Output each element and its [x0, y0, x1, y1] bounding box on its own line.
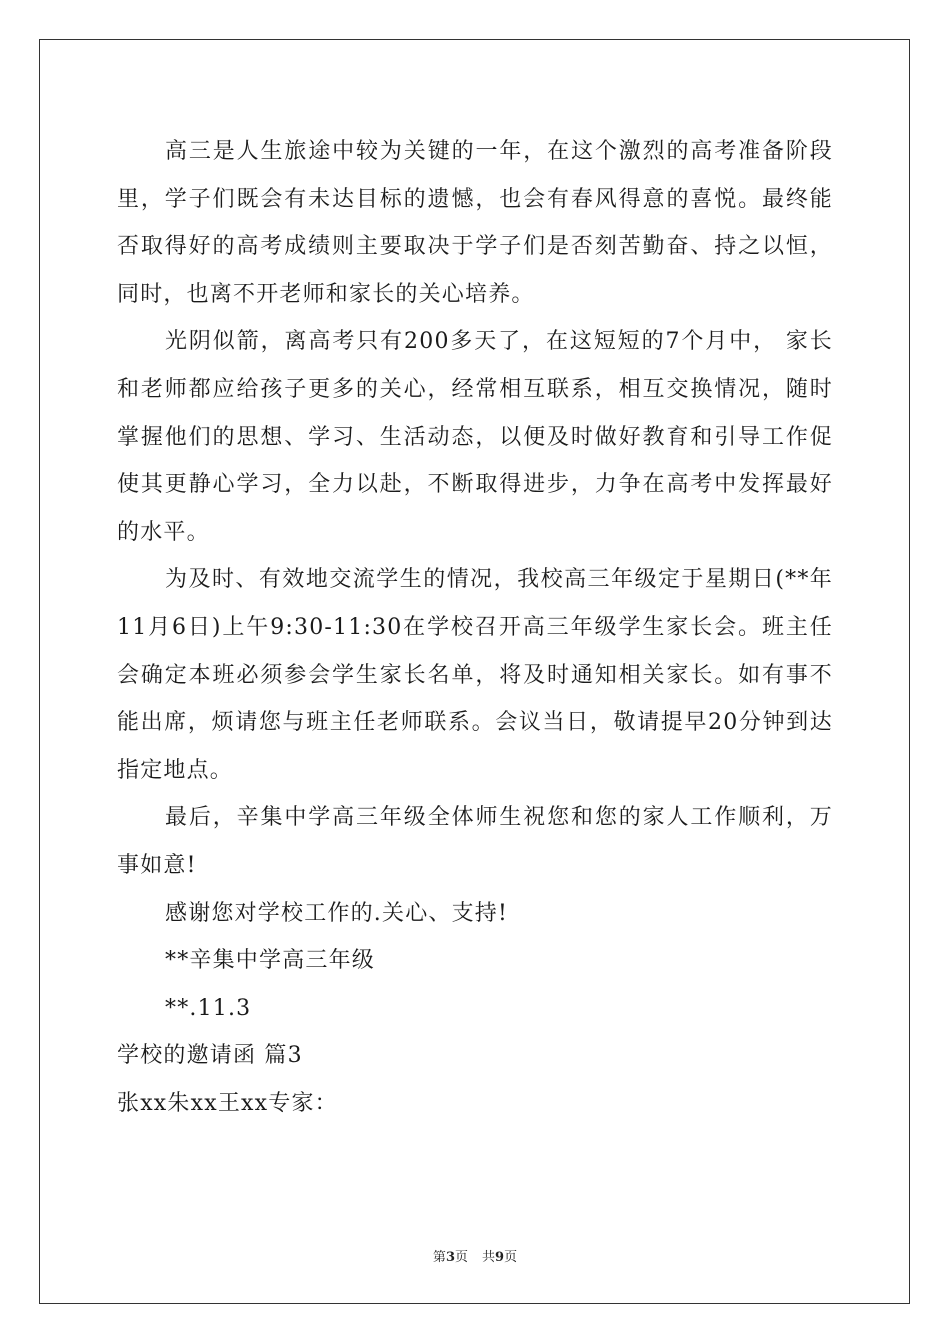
thanks-line: 感谢您对学校工作的.关心、支持!: [165, 900, 509, 926]
salutation: 张xx朱xx王xx专家：: [117, 1090, 338, 1116]
paragraph-1: 高三是人生旅途中较为关键的一年，在这个激烈的高考准备阶段里，学子们既会有未达目标的遗憾，也会有春风得意的喜悦。最终能否取得好的高考成绩则主要取决于学子们是否刻苦勤奋、持之以恒，同时，也离不开老师和家长的关心培养。: [117, 139, 833, 307]
page-footer: [0, 1246, 950, 1265]
document-body: [117, 128, 833, 1127]
page-current: 3: [445, 1250, 455, 1265]
section-title: 学校的邀请函 篇3: [117, 1043, 303, 1069]
total-prefix: 共: [482, 1250, 496, 1265]
signature-org: **辛集中学高三年级: [165, 948, 376, 974]
page-mid: 页: [454, 1250, 468, 1265]
signature-date: **.11.3: [165, 995, 252, 1021]
paragraph-3: 为及时、有效地交流学生的情况，我校高三年级定于星期日(**年11月6日)上午9:30-11:30在学校召开高三年级学生家长会。班主任会确定本班必须参会学生家长名单，将及时通知相关家长。如有事不能出席，烦请您与班主任老师联系。会议当日，敬请提早20分钟到达指定地点。: [117, 567, 833, 783]
total-suffix: 页: [504, 1250, 518, 1265]
page-prefix: 第: [432, 1250, 446, 1265]
paragraph-4: 最后，辛集中学高三年级全体师生祝您和您的家人工作顺利，万事如意!: [117, 805, 833, 878]
page-total: 9: [495, 1250, 505, 1265]
paragraph-2: 光阴似箭，离高考只有200多天了，在这短短的7个月中， 家长和老师都应给孩子更多的关心，经常相互联系，相互交换情况，随时掌握他们的思想、学习、生活动态，以便及时做好教育和引导工作促使其更静心学习，全力以赴，不断取得进步，力争在高考中发挥最好的水平。: [117, 329, 833, 545]
